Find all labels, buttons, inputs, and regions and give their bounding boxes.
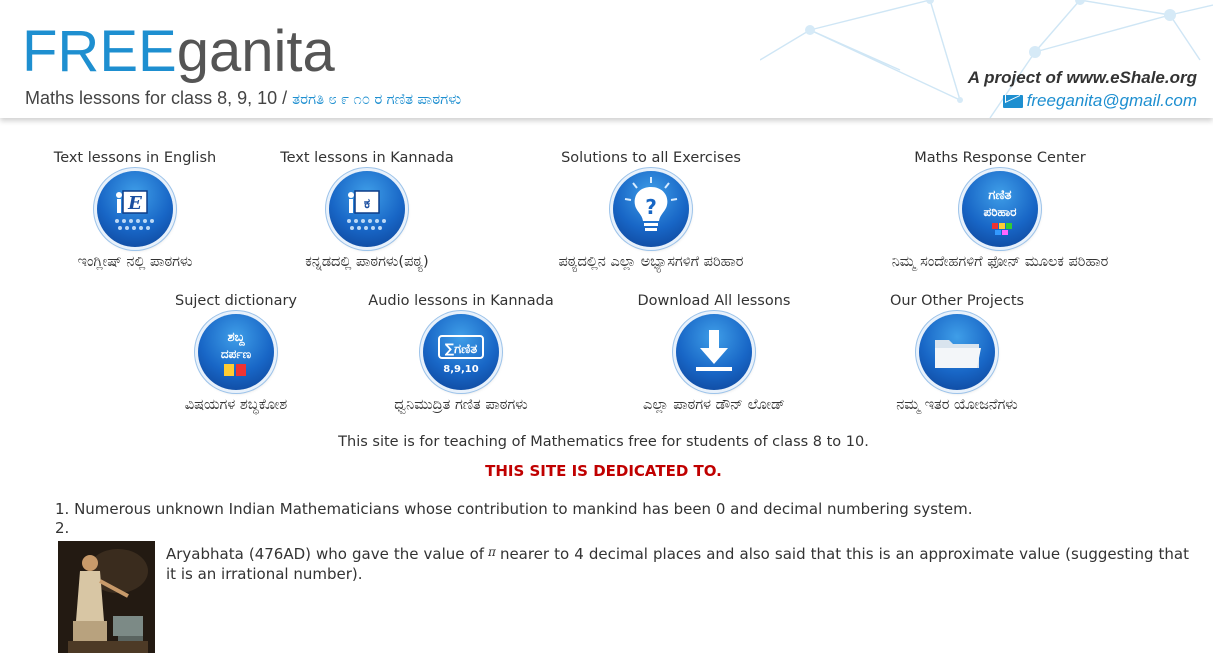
aryabhata-text-start: Aryabhata (476AD) who gave the value of [166,545,485,563]
english-lesson-icon[interactable] [97,171,173,247]
tile-label-audio-kn: ಧ್ವನಿಮುದ್ರಿತ ಗಣಿತ ಪಾಠಗಳು [394,397,528,413]
tile-label-download-kn: ಎಲ್ಲಾ ಪಾಠಗಳ ಡೌನ್ ಲೋಡ್ [643,397,785,413]
tile-label-projects-kn: ನಮ್ಮ ಇತರ ಯೋಜನೆಗಳು [896,397,1018,413]
site-logo[interactable] [22,12,335,92]
kannada-lesson-icon[interactable] [329,171,405,247]
tile-label-english: Text lessons in English [53,150,217,166]
aryabhata-image [58,541,155,653]
icon-caption-2: ಪರಿಹಾರ [983,205,1017,219]
site-tagline [25,88,461,109]
download-icon[interactable] [676,314,752,390]
logo-free: FREE [22,19,177,84]
tile-label-response: Maths Response Center [914,150,1086,166]
tagline-english: Maths lessons for class 8, 9, 10 / [25,88,293,108]
tile-label-audio: Audio lessons in Kannada [368,293,554,309]
tile-label-english-kn: ಇಂಗ್ಲೀಷ್ ನಲ್ಲಿ ಪಾಠಗಳು [77,254,193,270]
tile-response-center[interactable] [840,149,1160,271]
audio-ganita-icon[interactable] [423,314,499,390]
aryabhata-text-end: nearer to 4 decimal places and also said that this is an approximate value (suggesting that it is an irrational number). [166,545,1189,583]
tile-audio-lessons[interactable] [336,292,586,414]
tile-label-dictionary-kn: ವಿಷಯಗಳ ಶಬ್ಧಕೋಶ [184,397,288,413]
tile-kannada-lessons[interactable] [267,149,467,271]
tile-other-projects[interactable] [857,292,1057,414]
shabda-darpana-icon[interactable] [198,314,274,390]
folder-icon[interactable] [919,314,995,390]
icon-caption-2: ದರ್ಪಣ [220,347,252,361]
tile-label-dictionary: Suject dictionary [174,293,298,309]
tile-label-solutions-kn: ಪಠ್ಯದಲ್ಲಿನ ಎಲ್ಲಾ ಅಭ್ಯಾಸಗಳಿಗೆ ಪರಿಹಾರ [558,254,744,270]
tile-english-lessons[interactable] [35,149,235,271]
ganita-parihara-icon[interactable] [962,171,1038,247]
project-credit[interactable]: A project of www.eShale.org [967,68,1197,87]
tile-label-kannada: Text lessons in Kannada [280,150,454,166]
logo-ganita: ganita [176,19,335,84]
icon-caption-1: ∑ಗಣಿತ [444,342,478,357]
intro-text: This site is for teaching of Mathematics free for students of class 8 to 10. [338,434,869,450]
tile-download[interactable] [604,292,824,414]
pi-symbol: π [488,545,496,559]
svg-text:E: E [128,193,142,214]
list-item-1: 1. Numerous unknown Indian Mathematicians whose contribution to mankind has been 0 and decimal numbering system. [55,500,973,518]
list-item-2-number: 2. [55,519,70,537]
aryabhata-text [166,542,1189,584]
icon-caption-1: ಗಣಿತ [988,188,1012,203]
envelope-icon [1003,95,1023,108]
site-header [0,0,1213,118]
tile-solutions[interactable] [501,149,801,271]
tile-label-projects: Our Other Projects [889,293,1025,309]
tile-label-download: Download All lessons [637,293,791,309]
svg-text:?: ? [645,195,657,219]
tile-label-solutions: Solutions to all Exercises [561,150,741,166]
tagline-kannada: ತರಗತಿ ೮ ೯ ೧೦ ರ ಗಣಿತ ಪಾಠಗಳು [292,91,462,108]
tile-label-response-kn: ನಿಮ್ಮ ಸಂದೇಹಗಳಿಗೆ ಫೋನ್ ಮೂಲಕ ಪರಿಹಾರ [891,254,1109,270]
email-address: freeganita@gmail.com [1026,91,1197,110]
lightbulb-question-icon[interactable] [613,171,689,247]
tile-dictionary[interactable] [136,292,336,414]
svg-text:ಕ: ಕ [363,196,371,212]
tile-label-kannada-kn: ಕನ್ನಡದಲ್ಲಿ ಪಾಠಗಳು(ಪಠ್ಯ) [305,254,429,270]
email-link[interactable] [1003,91,1197,111]
dedication-heading: THIS SITE IS DEDICATED TO. [485,462,722,480]
icon-caption-2: 8,9,10 [443,364,479,375]
icon-caption-1: ಶಬ್ದ [227,330,245,345]
